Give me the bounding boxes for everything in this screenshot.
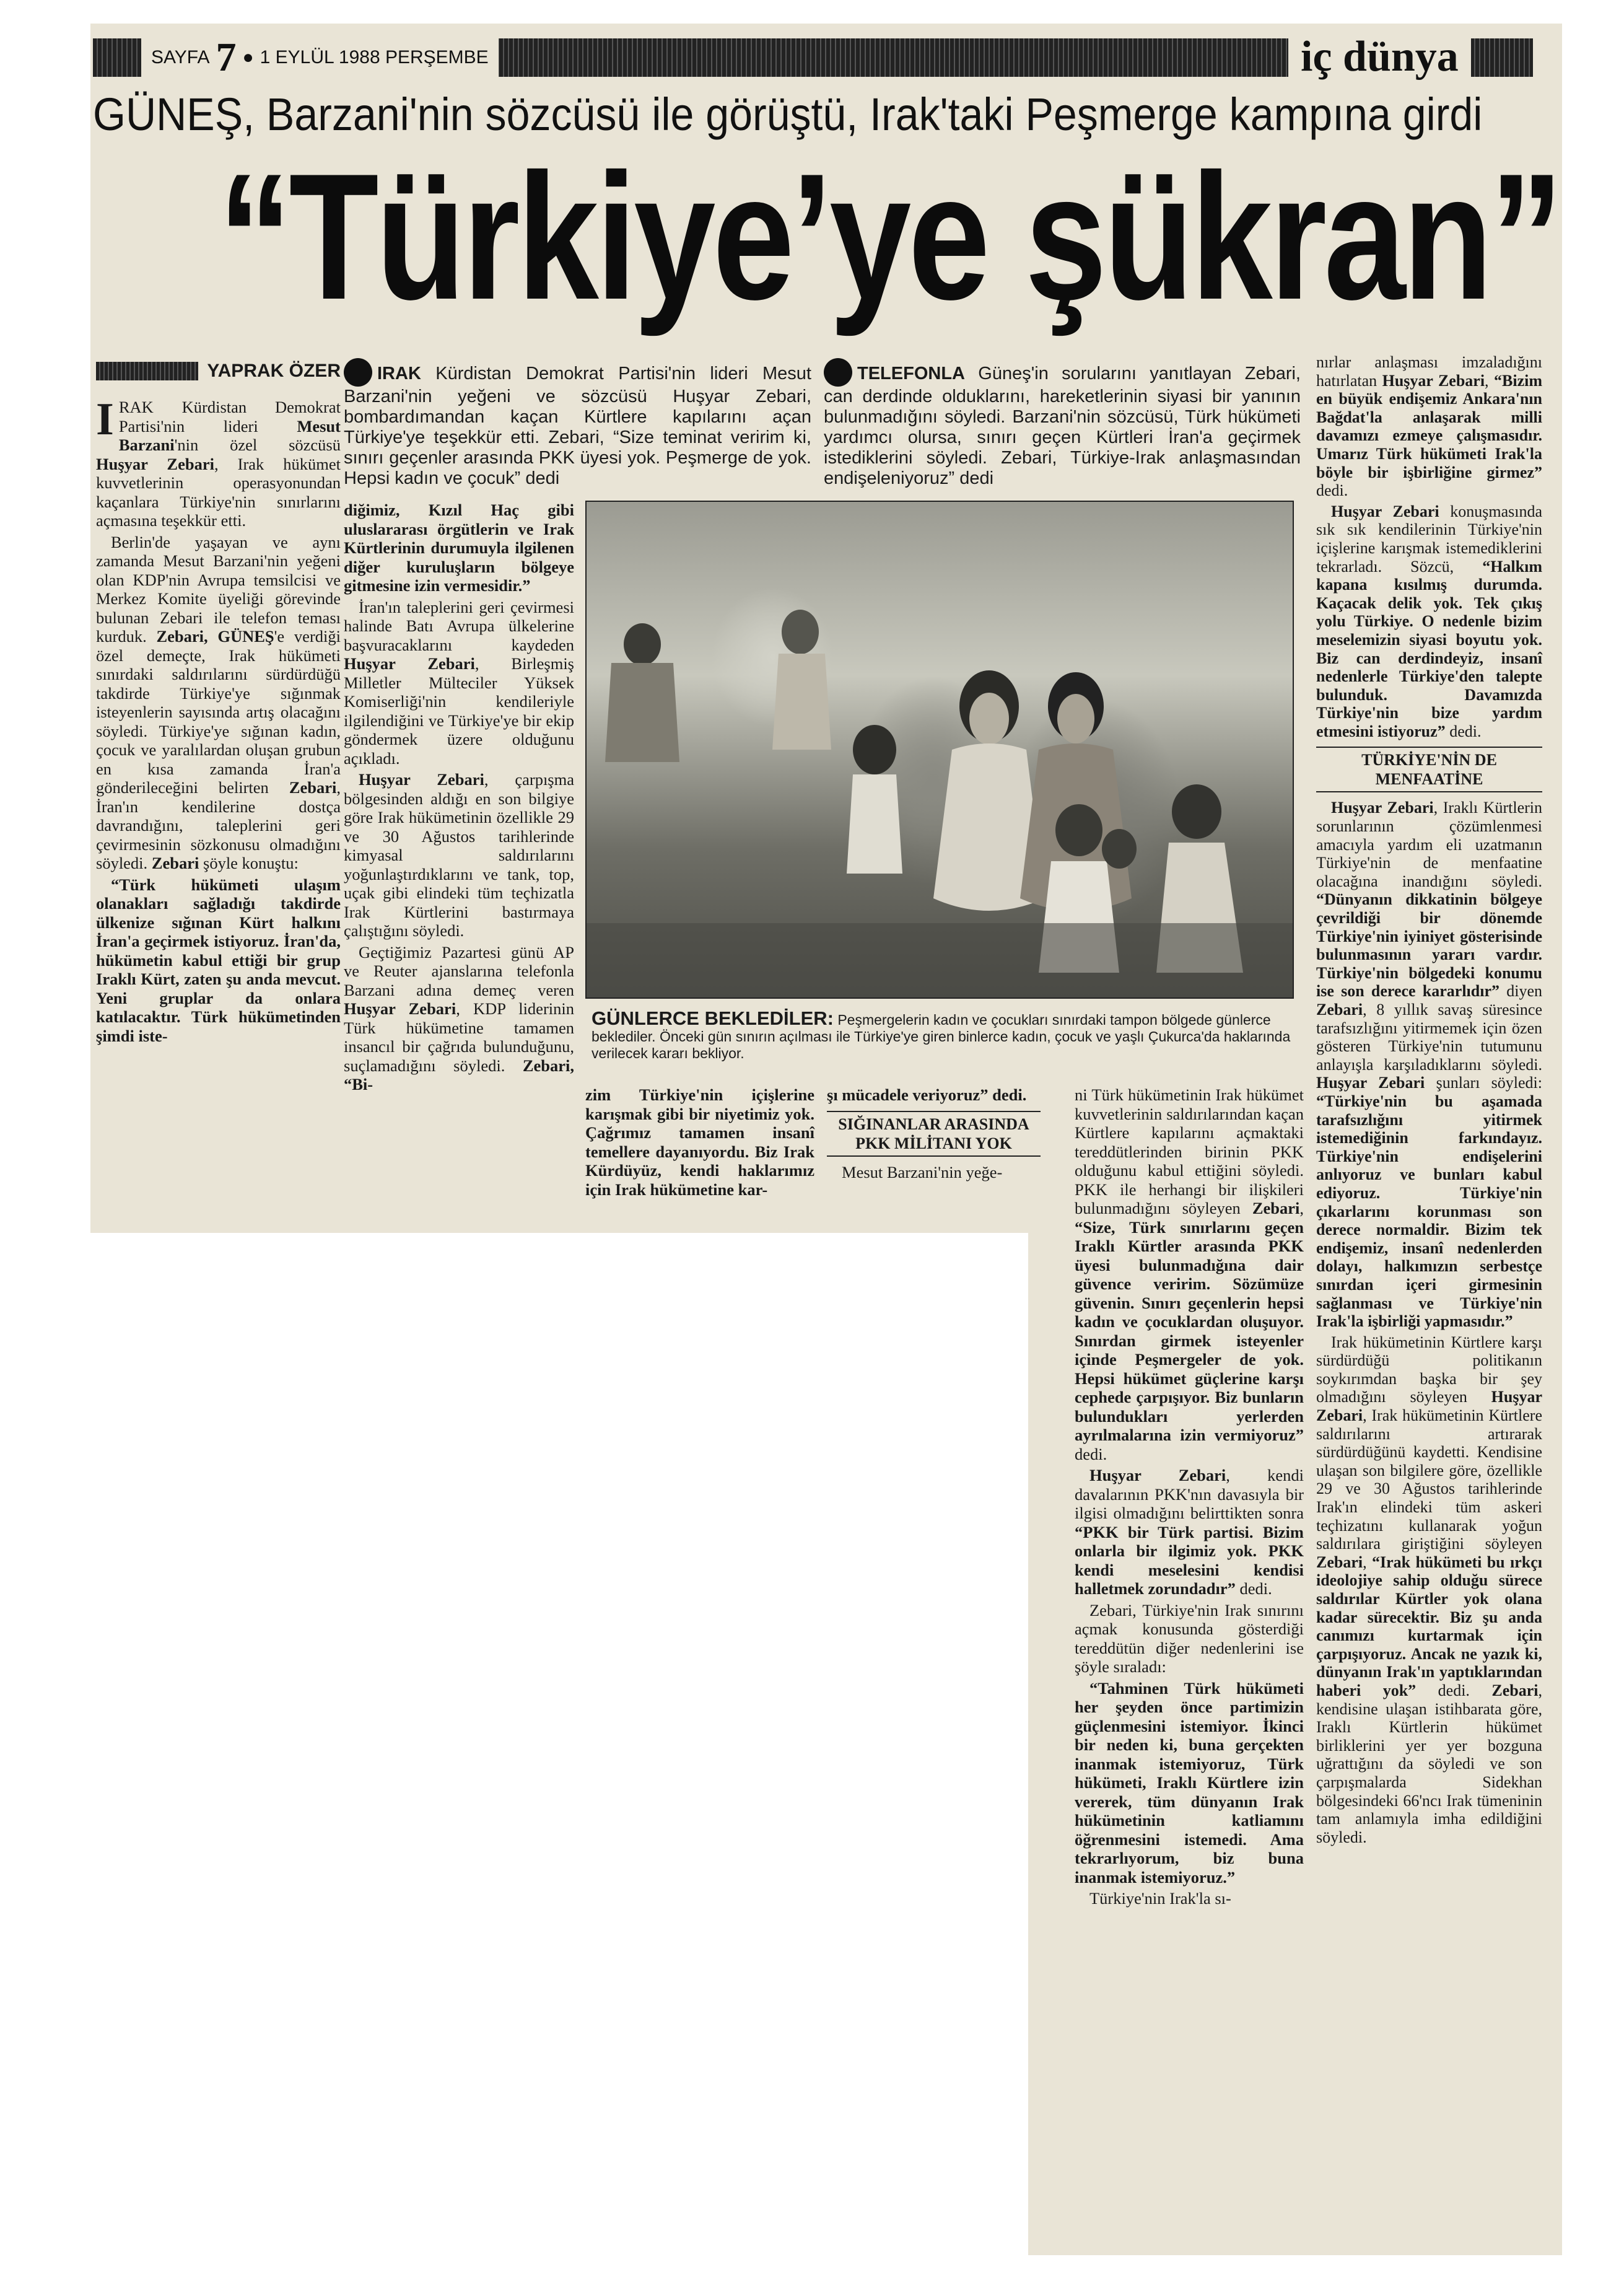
subheading: TÜRKİYE'NİN DE MENFAATİNE <box>1316 747 1542 792</box>
text: nırlar anlaşması imzaladığını hatırlatan <box>1316 353 1542 390</box>
text-bold: Huşyar Zebari <box>344 654 475 673</box>
lead-paragraph-2 <box>824 358 1301 489</box>
text: , kendisine ulaşan istihbarata göre, Iraklı Kürtlerin hükümet birliklerini yer yer bozguna uğrattığını da söyledi ve son çarpışmalarda Sidekhan bölgesindeki 66'ncı Irak tümeninin tam anlamıyla imha edildiğini söyledi. <box>1316 1681 1543 1846</box>
text: İran'ın taleplerini geri çevirmesi halinde Batı Avrupa ülkelerine başvuracaklarını kaydeden <box>344 597 574 654</box>
text-bold: Zebari, GÜNEŞ <box>156 627 274 646</box>
text-bold: şı mücadele veriyoruz” dedi. <box>827 1085 1027 1104</box>
text-bold: Huşyar Zebari <box>359 770 484 789</box>
paragraph <box>1316 502 1542 741</box>
text: Türkiye'nin Irak'la sı- <box>1089 1889 1231 1908</box>
paragraph <box>344 770 574 940</box>
text-bold: Huşyar Zebari <box>96 454 214 473</box>
text-bold: “PKK bir Türk partisi. Bizim onlarla bir ilgimiz yok. PKK kendi meselesini kendisi halletmek zorundadır” <box>1075 1522 1304 1598</box>
text: dedi. <box>1416 1681 1492 1699</box>
text: , <box>1363 1553 1372 1571</box>
text: , çarpışma bölgesinden aldığı en son bilgiye göre Irak hükümetinin özellikle 29 ve 30 Ağustos tarihlerinde kimyasal saldırılarını yoğunlaştırdıklarını ve tank, top, uçak gibi elindeki tüm teçhizatla Irak Kürtlerini bastırmaya çalıştığını söyledi. <box>344 770 574 940</box>
text: , Iraklı Kürtlerin sorunlarının çözümlenmesi amacıyla yardım eli uzatmanın Türkiye'nin de menfaatine olacağına inandığını söyledi. <box>1316 799 1543 890</box>
text: dedi. <box>1445 722 1482 740</box>
text-bold: Huşyar Zebari <box>1316 1074 1425 1092</box>
caption-text: Peşmergelerin kadın ve çocukları sınırdaki tampon bölgede günlerce beklediler. Önceki gün sınırın açılması ile Türkiye'ye giren binlerce kadın, çocuk ve yaşlı Çukurca'da haklarında verilecek kararı bekliyor. <box>592 1012 1291 1061</box>
text: , Irak hükümet kuvvetlerinin operasyonundan kaçanlara Türkiye'nin sınırlarını açmasına teşekkür etti. <box>96 454 341 530</box>
paragraph <box>96 394 341 530</box>
paragraph <box>827 1085 1041 1105</box>
text-bold: diğimiz, Kızıl Haç gibi uluslararası örgütlerin ve Irak Kürtlerinin durumuyla ilgilenen diğer kuruluşların bölgeye gitmesine izin vermesidir.” <box>344 501 574 595</box>
text-bold: Zebari <box>1316 1001 1363 1019</box>
text: Irak hükümetinin Kürtlere karşı sürdürdüğü politikanın soykırımdan başka bir şey olmadığını söyleyen <box>1316 1333 1542 1406</box>
column-2 <box>344 501 574 1097</box>
column-3 <box>585 1085 814 1201</box>
text-bold: Zebari <box>1316 1553 1363 1571</box>
headline: “Türkiye’ye şükran” <box>218 136 1561 337</box>
text: , İran'ın kendilerine dostça davrandığını, taleplerini geri çevirmesinin sözkonusu olmadığını söyledi. <box>96 778 341 872</box>
text: dedi. <box>1235 1579 1272 1598</box>
text: şöyle konuştu: <box>199 854 299 872</box>
text-bold: “Türkiye'nin bu aşamada tarafsızlığını yitirmek istemediğinin farkındayız. Türkiye'nin endişelerini anlıyoruz ve bunları kabul ediyoruz. Türkiye'nin çıkarlarını korunması son derece normaldir. Bizim tek endişemiz, insanî nedenlerden dolayı, halkımızın serbestçe sınırdan içeri girmesinin sağlanması ve Türkiye'nin Irak'la işbirliği yapmasıdır.” <box>1316 1092 1542 1331</box>
column-4 <box>827 1085 1041 1184</box>
page-date: 1 EYLÜL 1988 PERŞEMBE <box>260 47 489 68</box>
text-bold: “Bizim en büyük endişemiz Ankara'nın Bağdat'la anlaşarak milli davamızı ezmeye çalışmasıdır. Umarız Türk hükümeti Irak'la böyle bir işbirliğine girmez” <box>1316 371 1542 481</box>
dropcap: I <box>96 394 114 445</box>
paragraph <box>1075 1466 1304 1598</box>
page-label: SAYFA <box>151 47 210 68</box>
caption-title: GÜNLERCE BEKLEDİLER: <box>592 1007 834 1029</box>
text-bold: Mesut Barzani <box>118 416 341 454</box>
text: şunları söyledi: <box>1425 1074 1543 1092</box>
text: , <box>1485 371 1494 390</box>
bullet-icon: ● <box>242 47 254 68</box>
text: dedi. <box>1316 481 1348 500</box>
news-photo <box>585 501 1294 999</box>
text-bold: Huşyar Zebari <box>344 999 456 1018</box>
text-bold: Huşyar Zebari <box>1316 1388 1542 1425</box>
lead-text: Kürdistan Demokrat Partisi'nin lideri Mesut Barzani'nin yeğeni ve sözcüsü Huşyar Zebari, bombardımandan kaçan Kürtlere kapılarını açan Türkiye'ye teşekkür etti. Zebari, “Size teminat veririm ki, sınırı geçenler arasında PKK üyesi yok. Peşmerge de yok. Hepsi kadın ve çocuk” dedi <box>344 364 811 488</box>
text: Mesut Barzani'nin yeğe- <box>842 1162 1003 1181</box>
paragraph <box>344 943 574 1094</box>
paragraph <box>1075 1085 1304 1463</box>
photo-caption <box>592 1007 1291 1062</box>
text-bold: “Türk hükümeti ulaşım olanakları sağladığı takdirde ülkenize sığınan Kürt halkını İran'a geçirmek istiyoruz. İran'da, hükümetin kabul ettiği bir grup Iraklı Kürt, zaten şu anda mevcut. Yeni gruplar da onlara katılacaktır. Türk hükümetinden şimdi iste- <box>96 875 341 1045</box>
paragraph <box>344 501 574 595</box>
text-bold: Zebari <box>1491 1681 1539 1699</box>
page-info <box>141 35 499 80</box>
text-bold: Huşyar Zebari <box>1089 1466 1226 1484</box>
text: , kendi davalarının PKK'nın davasıyla bir ilgisi olmadığını belirttikten sonra <box>1075 1466 1304 1522</box>
subheading: SIĞINANLAR ARASINDA PKK MİLİTANI YOK <box>827 1111 1041 1157</box>
byline-stripe <box>96 362 198 380</box>
text-bold: Huşyar Zebari <box>1382 371 1485 390</box>
column-5 <box>1075 1085 1304 1911</box>
lead-paragraph-1 <box>344 358 811 489</box>
paragraph <box>1316 353 1542 500</box>
paragraph <box>1075 1601 1304 1677</box>
lead-text: Güneş'in sorularını yanıtlayan Zebari, can derdinde olduklarını, hareketlerinin siyasi bir yanının bulunmadığını söyledi. Barzani'nin sözcüsü, Türk hükümeti yardımcı olursa, sınırı geçen Kürtleri İran'a geçirmek istediklerini söyledi. Zebari, Türkiye-Irak anlaşmasından endişeleniyoruz” dedi <box>824 364 1301 488</box>
paragraph <box>1075 1679 1304 1887</box>
text-bold: Huşyar Zebari <box>1331 799 1434 817</box>
byline <box>96 359 341 383</box>
column-6 <box>1316 353 1542 1849</box>
text: , KDP liderinin Türk hükümetine tamamen insancıl bir çağrıda bulunduğunu, suçlamadığını söyledi. <box>344 999 574 1075</box>
paragraph <box>585 1085 814 1199</box>
text: Berlin'de yaşayan ve aynı zamanda Mesut Barzani'nin yeğeni olan KDP'nin Avrupa temsilcisi ve Merkez Komite üyeliği görevinde bulunan Zebari ile telefon teması kurduk. <box>96 532 341 646</box>
text: diyen <box>1500 982 1542 1001</box>
text: ni Türk hükümetinin Irak hükümet kuvvetlerinin saldırılarından kaçan Kürtlere kapılarını açmaktaki tereddütlerinden birinin PKK olduğunu kabul ettiğini söyledi. PKK ile herhangi bir ilişkileri bulunmadığını söyleyen <box>1075 1085 1304 1217</box>
clipping-edge <box>1028 1230 1047 2255</box>
text-bold: “Irak hükümeti bu ırkçı ideolojiye sahip olduğu sürece saldırılar Kürtler yok olana kadar sürecektir. Biz şu anda canımızı kurtarmak için çarpışıyoruz. Ancak ne yazık ki, dünyanın Irak'ın yaptıklarından haberi yok” <box>1316 1553 1542 1699</box>
text: 'nin özel sözcüsü <box>174 436 341 454</box>
text-bold: Zebari <box>151 854 199 872</box>
column-1 <box>96 359 341 1048</box>
text-bold: Huşyar Zebari <box>1331 502 1439 520</box>
text: , 8 yıllık savaş süresince tarafsızlığını yitirmemek için özen gösteren Türkiye'nin tutumunu anlayışla karşıladıklarını söyledi. <box>1316 1001 1542 1074</box>
paragraph <box>96 875 341 1046</box>
lead-word: IRAK <box>377 364 421 384</box>
text-bold: “Size, Türk sınırlarını geçen Iraklı Kürtler arasında PKK üyesi bulunmadığına dair güvence veririm. Sözümüze güvenin. Sınırı geçenlerin hepsi kadın ve çocuklardan oluşuyor. Sınırdan girmek isteyenler içinde Peşmergeler de yok. Hepsi hükümet güçlerine karşı cephede çarpışıyor. Biz bunların bulundukları yerlerden ayrılmalarına izin vermiyoruz” <box>1075 1217 1304 1444</box>
text: , Irak hükümetinin Kürtlere saldırılarını artırarak sürdürdüğünü kaydetti. Kendisine ulaşan son bilgilere göre, özellikle 29 ve 30 Ağustos tarihlerinde Irak'ın elindeki tüm askeri teçhizatını kullanarak yoğun saldırılara giriştiğini söyleyen <box>1316 1406 1542 1553</box>
text: dedi. <box>1075 1444 1107 1463</box>
text: Zebari, Türkiye'nin Irak sınırını açmak konusunda gösterdiği tereddütün diğer nedenlerini ise şöyle sıraladı: <box>1075 1600 1304 1676</box>
text: , <box>1299 1199 1304 1217</box>
photo-illustration <box>587 502 1293 997</box>
text-bold: “Halkım kapana kısılmış durumda. Kaçacak delik yok. Tek çıkış yolu Türkiye. O nedenle bizim meselemizin siyasi boyutu yok. Biz can derdindeyiz, insanî nedenlerle Türkiye'den talepte bulunduk. Davamızda Türkiye'nin bize yardım etmesini istiyoruz” <box>1316 557 1542 740</box>
text: 'e verdiği özel demeçte, Irak hükümeti sınırdaki saldırılarını sürdürdüğü takdirde Türkiye'ye sığınmak isteyenlerin sayısında artış olacağını söyledi. Türkiye'ye sığınan kadın, çocuk ve yaralılardan oluşan grubun en kısa zamanda İran'a gönderileceğini belirten <box>96 627 341 797</box>
kicker: GÜNEŞ, Barzani'nin sözcüsü ile görüştü, Irak'taki Peşmerge kampına girdi <box>93 89 1483 140</box>
text: Geçtiğimiz Pazartesi günü AP ve Reuter ajanslarına telefonla Barzani adına demeç veren <box>344 942 574 999</box>
text-bold: Zebari <box>1252 1199 1300 1217</box>
paragraph <box>827 1163 1041 1182</box>
paragraph <box>1075 1889 1304 1908</box>
paragraph <box>96 533 341 873</box>
lead-word: TELEFONLA <box>857 364 965 384</box>
text-bold: zim Türkiye'nin içişlerine karışmak gibi bir niyetimiz yok. Çağrımız tamamen insanî temellere dayanıyordu. Biz Irak Kürdüyüz, kendi haklarımız için Irak hükümetine kar- <box>585 1085 814 1199</box>
text: RAK Kürdistan Demokrat Partisi'nin lideri <box>118 398 341 436</box>
paragraph <box>1316 799 1542 1330</box>
text: konuşmasında sık sık kendilerinin Türkiye'nin içişlerine karışmak istemediklerini tekrarladı. Sözcü, <box>1316 502 1542 576</box>
paragraph <box>344 598 574 768</box>
section-title: iç dünya <box>1288 32 1471 82</box>
text: , Birleşmiş Milletler Mülteciler Yüksek Komiserliği'nin kendileriyle ilgilendiğini ve Türkiye'ye bir ekip göndermek üzere olduğunu açıkladı. <box>344 654 574 768</box>
page-number: 7 <box>216 35 237 80</box>
paragraph <box>1316 1333 1542 1847</box>
text-bold: Zebari, “Bi- <box>344 1056 574 1094</box>
bullet-icon <box>824 358 852 387</box>
text-bold: “Dünyanın dikkatinin bölgeye çevrildiği bir dönemde Türkiye'nin iyiniyet gösterisinde bulunmasının yararı vardır. Türkiye'nin bölgedeki konumu ise son derece kararlıdır” <box>1316 890 1542 1001</box>
byline-name: YAPRAK ÖZER <box>207 360 341 381</box>
text-bold: “Tahminen Türk hükümeti her şeyden önce partimizin güçlenmesini istemiyor. İkinci bir neden ki, buna gerçekten inanmak istemiyoruz, Türk hükümeti, Iraklı Kürtlere izin vererek, tüm dünyanın Irak hükümetinin katliamını öğrenmesini istemedi. Ama tekrarlıyorum, biz buna inanmak istemiyoruz.” <box>1075 1678 1304 1887</box>
text-bold: Zebari <box>289 778 337 797</box>
bullet-icon <box>344 358 372 387</box>
